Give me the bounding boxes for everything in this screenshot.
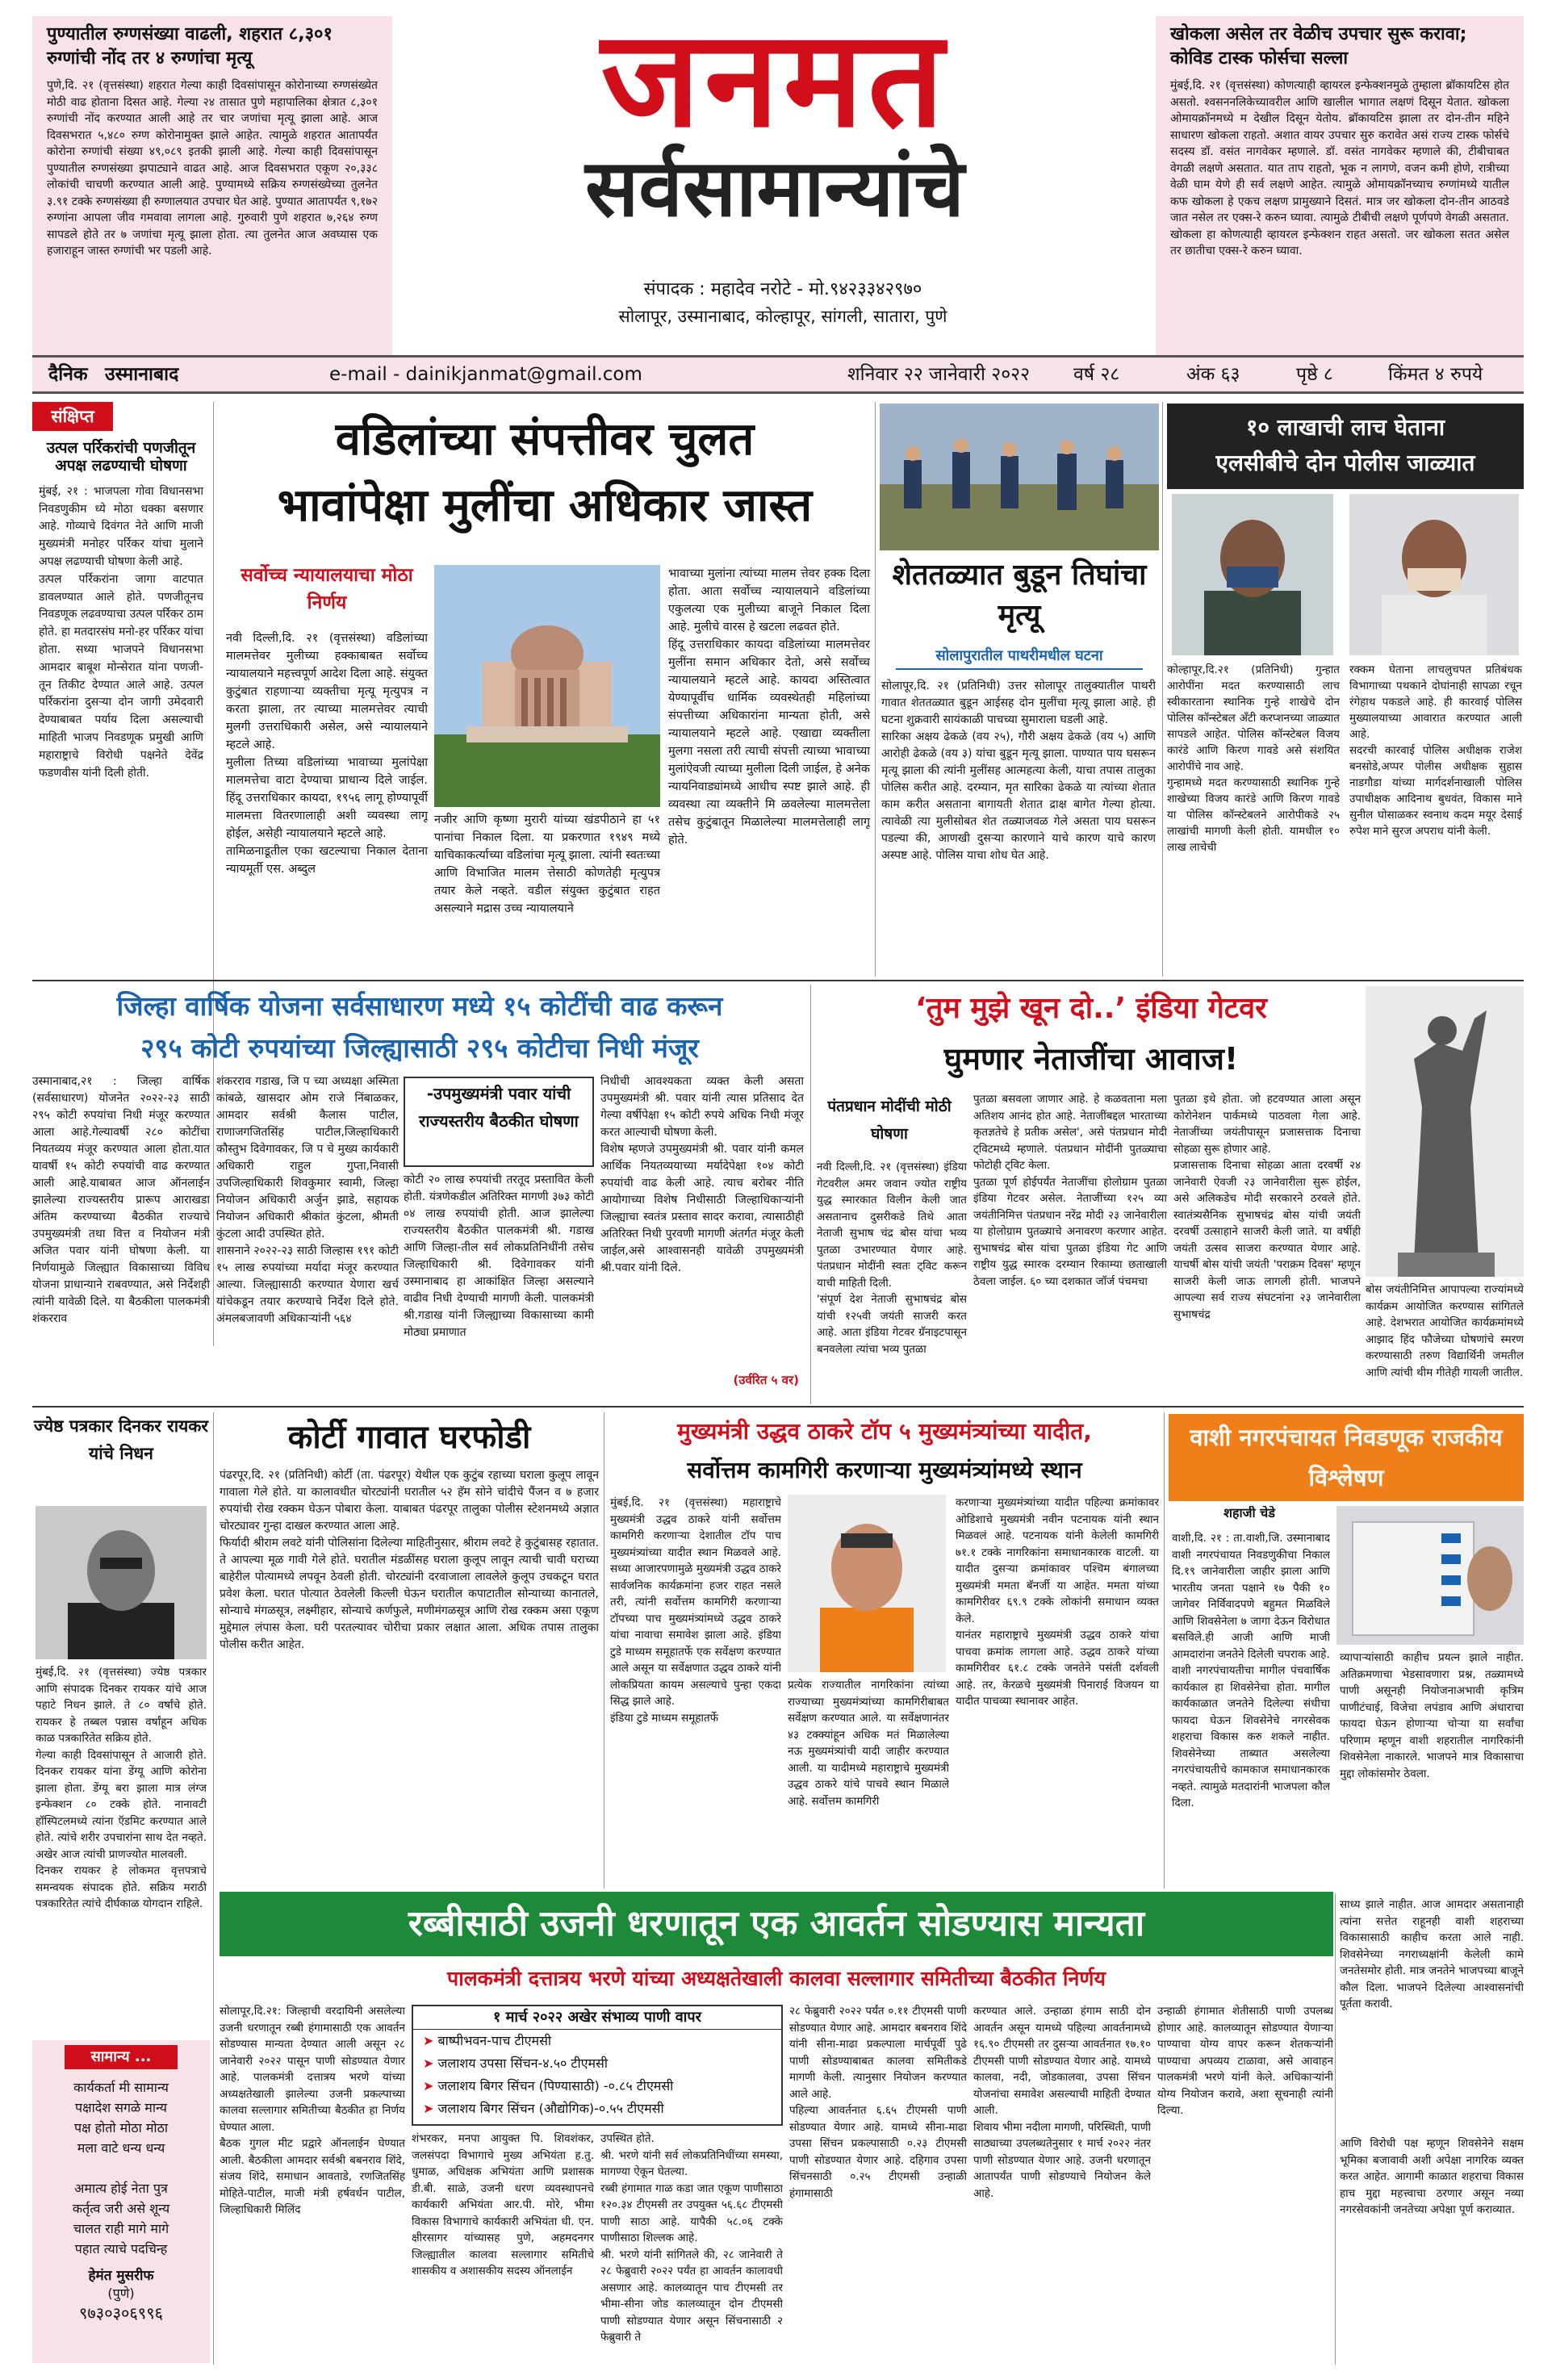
canal-box-item-4-text: जलाशय बिगर सिंचन (औद्योगिक)-०.५५ टीएमसी	[437, 2101, 664, 2116]
obit-body: मुंबई,दि. २१ (वृत्तसंस्था) ज्येष्ठ पत्रकार आणि संपादक दिनकर रायकर यांचे आज पहाटे निधन झाले. ते ८० वर्षांचे होते. रायकर हे तब्बल पन्नास वर्षांहून अधिक काळ पत्रकारितेत सक्रिय होते. गेल्या काही दिवसांपासून ते आजारी होते. दिनकर रायकर यांना डेंग्यू आणि कोरोना झाला होता. डेंग्यू बरा झाला मात्र लंग्ज इन्फेक्शन ८० टक्के होते. नानावटी हॉस्पिटलमध्ये त्यांना ऍडमिट करण्यात आले होते. त्यांचे शरीर उपचारांना साथ देत नव्हते. अखेर आज त्यांची प्राणज्योत मालवली. दिनकर रायकर हे लोकमत वृत्तपत्राचे समन्वयक संपादक होते. सक्रिय मराठी पत्रकारितेत त्यांचे दीर्घकाळ योगदान राहिले.	[36, 1666, 207, 1910]
netaji-kicker: पंतप्रधान मोदींची मोठी घोषणा	[827, 1098, 952, 1143]
obit-headline: ज्येष्ठ पत्रकार दिनकर रायकर यांचे निधन	[33, 1416, 209, 1463]
district-col1: उस्मानाबाद,२१ : जिल्हा वार्षिक (सर्वसाधारण) योजनेत २०२२-२३ साठी २९५ कोटी रुपयांचा निधी मंजूर करण्यात आला आहे.गेल्यावर्षी २८० कोटींचा नियतव्यय मंजूर करण्यात आला होता.यात यावर्षी १५ कोटी रुपयांची वाढ करण्यात आली आहे.याबाबत आज ऑनलाईन झालेल्या राज्यस्तरीय प्रारूप आराखडा अंतिम करण्याच्या बैठकीत राज्याचे उपमुख्यमंत्री तथा वित्त व नियोजन मंत्री अजित पवार यांनी घोषणा केली. या निर्णयामुळे जिल्ह्यात विकासाच्या विविध योजना प्राधान्याने राबवण्यात, असे निर्देशही त्यांनी यावेळी दिले. या बैठकीला पालकमंत्री शंकरराव	[32, 1075, 210, 1325]
netaji-headline-1	[817, 986, 1366, 1033]
canal-box-item-4	[413, 2098, 781, 2120]
dateline-bar	[32, 355, 1524, 394]
bullet-arrow-icon: ➤	[423, 2033, 438, 2048]
obit-photo	[36, 1506, 207, 1659]
samanya-box	[32, 2040, 210, 2363]
dateline-email: e-mail - dainikjanmat@gmail.com	[329, 364, 642, 385]
netaji-statue-photo	[1366, 986, 1524, 1277]
canal-box-item-2-text: जलाशय उपसा सिंचन-४.५० टीएमसी	[437, 2056, 609, 2071]
lead-headline-2: भावांपेक्षा मुलींचा अधिकार जास्त	[277, 479, 813, 532]
masthead-title-sub: सर्वसामान्यांचे	[585, 143, 964, 235]
netaji-col2: पुतळा बसवला जाणार आहे. हे कळवताना मला अतिशय आनंद होत आहे. नेताजींबद्दल भारताच्या कृतज्ञतेचे हे प्रतीक असेल', असे पंतप्रधान मोदी ट्विटमध्ये म्हणाले. पंतप्रधान मोदींनी पुतळ्याचा फोटोही ट्विट केला. पुतळा पूर्ण होईपर्यंत नेताजींचा होलोग्राम पुतळा इंडिया गेटवर असेल. नेताजींच्या १२५ व्या जयंतीनिमित्त पंतप्रधान नरेंद्र मोदी २३ जानेवारीला या होलोग्राम पुतळ्याचे अनावरण करणार आहेत. सुभाषचंद्र बोस यांचा पुतळा इंडिया गेट आणि राष्ट्रीय युद्ध स्मारक दरम्यान रिकाम्या छताखाली ठेवला जाईल. ६० च्या दशकात जॉर्ज पंचमचा	[973, 1093, 1167, 1288]
canal-box-item-1-text: बाष्पीभवन-पाच टीएमसी	[437, 2033, 552, 2048]
right-ear-body: मुंबई,दि. २१ (वृत्तसंस्था) कोणत्याही व्हायरल इन्फेक्शनमुळे तुम्हाला ब्रॉकायटिस होत असतो. श्वसननलिकेच्यावरील आणि खालील भागात लक्षणं दिसून येतात. खोकला ओमायक्रॉनमध्ये म देखील दिसून येतोय. ब्रॉकायटिस झाला तर दोन-तीन महिने साधारण खोकला राहतो. अशात वायर उपचार सुरु करावेत असं राज्य टास्क फोर्सचे सदस्य डॉ. वसंत नागवेकर म्हणाले. डॉ. वसंत नागवेकर म्हणाले की, टीबीचाबत वेगळी लक्षणे असतात. यात ताप राहतो, भूक न लागणे, वजन कमी होणे, रात्रीच्या वेळी घाम येणे ही सर्व लक्षणे आहेत. त्यामुळे ओमायक्रॉनच्याच रुग्णांमध्ये यातील कफ खोकला हे एकच लक्षण प्रामुख्याने दिसतं. मात्र जर खोकला दोन-तीन आठवडे जात नसेल तर एक्स-रे करुन घ्यावा. त्यामुळे टीबीची लक्षणे पूर्णपणे वेगळी असतात. खोकला हा कोणत्याही व्हायरल इन्फेक्शन राहत असतो. जर खोकला सतत असेल तर छातीचा एक्स-रे करुन घ्यावा.	[1170, 79, 1509, 257]
supreme-court-photo	[434, 565, 660, 807]
canal-headline: रब्बीसाठी उजनी धरणातून एक आवर्तन सोडण्यास मान्यता	[220, 1892, 1333, 1956]
bribe-headline-2: एलसीबीचे दोन पोलीस जाळ्यात	[1215, 450, 1475, 476]
dateline-year: वर्ष २८	[1073, 364, 1120, 385]
netaji-headline-1-text: ‘तुम मुझे खून दो..’ इंडिया गेटवर	[915, 992, 1267, 1025]
right-ear-headline: खोकला असेल तर वेळीच उपचार सुरू करावा; कोविड टास्क फोर्सचा सल्ला	[1170, 24, 1467, 69]
canal-box-title: १ मार्च २०२२ अखेर संभाव्य पाणी वापर	[413, 2006, 781, 2030]
vashi-bottom-col2: आणि विरोधी पक्ष म्हणून शिवसेनेने सक्षम भूमिका बजावावी अशी अपेक्षा नागरिक व्यक्त करत आहेत. आगामी काळात शहराचा विकास हाच मुद्दा महत्त्वाचा ठरणार असून नव्या नगरसेवकांनी जनतेच्या अपेक्षा पूर्ण कराव्यात.	[1340, 2137, 1524, 2216]
uddhav-photo	[788, 1495, 946, 1672]
left-ear-headline: पुण्यातील रुग्णसंख्या वाढली, शहरात ८,३०१ रुग्णांची नोंद तर ४ रुग्णांचा मृत्यू	[47, 24, 333, 69]
dateline-date: शनिवार २२ जानेवारी २०२२	[847, 364, 1031, 385]
uddhav-headline-1: मुख्यमंत्री उद्धव ठाकरे टॉप ५ मुख्यमंत्र्यांच्या यादीत,	[677, 1418, 1092, 1445]
drowning-photo	[880, 404, 1159, 550]
lead-col3: भावाच्या मुलांना त्यांच्या मालम त्तेवर हक्क दिला होता. आता सर्वोच्च न्यायालयाने वडिलांच्या एकुलत्या एक मुलीच्या बाजूने निकाल दिला आहे. मुलीचे वारस हे खटला लढवत होते. हिंदू उत्तराधिकार कायदा वडिलांच्या मालमत्तेवर मुलींना समान अधिकार देतो, असे सर्वोच्च न्यायालयाने म्हटले आहे. कायदा अस्तित्वात येण्यापूर्वीच धार्मिक व्यवस्थेतही महिलांच्या संपत्तीच्या अधिकारांना मान्यता होती, असे न्यायालयाने म्हटले आहे. एखाद्या व्यक्तीला मुलगा नसला तरी त्याची संपत्ती त्याच्या भावाच्या मुलांऐवजी त्याच्या मुलीला दिली जाईल, हे अनेक न्यायनिवाड्यांमध्ये आधीच स्पष्ट झाले आहे. ही व्यवस्था त्या व्यक्तीने मि ळवलेल्या मालमत्तेला तसेच कुटुंबातून मिळालेल्या मालमत्तेलाही लागू होते.	[668, 567, 870, 847]
dateline-city: उस्मानाबाद	[105, 364, 179, 385]
district-headline-2: २९५ कोटी रुपयांच्या जिल्ह्यासाठी २९५ कोटीचा निधी मंजूर	[140, 1032, 699, 1064]
uddhav-caption: प्रत्येक राज्यातील नागरिकांना त्यांच्या राज्याच्या मुख्यमंत्र्यांच्या कामगिरीबाबत सर्वेक्षण करण्यात आले. या सर्वेक्षणानंतर ४३ टक्क्यांहून अधिक मतं मिळालेल्या नऊ मुख्यमंत्र्यांची यादी जाहीर करण्यात आली. या यादीमध्ये महाराष्ट्राचे मुख्यमंत्री उद्धव ठाकरे यांचे पाचवे स्थान मिळाले आहे. सर्वोत्तम कामगिरी	[788, 1679, 949, 1808]
robbery-body: पंढरपूर,दि. २१ (प्रतिनिधी) कोर्टी (ता. पंढरपूर) येथील एक कुटुंब रहाच्या घराला कुलूप लावून गावाला गेले होते. या कालावधीत चोरट्यांनी घरातील ५२ हॅम सोने चांदीचे पैंजन व ७ हजार रुपयांची रोख रक्कम घेऊन पोबारा केला. याबाबत पंढरपूर तालुका पोलीस स्टेशनमध्ये अज्ञात चोरट्यावर गुन्हा दाखल करण्यात आला आहे. फिर्यादी श्रीराम लवटे यांनी पोलिसांना दिलेल्या माहितीनुसार, श्रीराम लवटे हे कुटुंबासह रहातात. ते आपल्या मूळ गावी गेले होते. घरातील मंडळींसह घराला कुलूप लावून त्याची चावी घराच्या बाहेरील पोत्यामध्ये लपवून ठेवली होती. चोरट्यांनी दरवाजाला लावलेले कुलूप उचकटून घरात प्रवेश केला. घरात पोत्यात ठेवलेली किल्ली घेऊन घरातील कपाटातील सोन्याच्या कानातले, सोन्याचे मंगळसूत्र, लक्ष्मीहार, सोन्याचे कर्णफुले, मणीमंगळसूत्र आणि रोख रक्कम असा एकूण मुद्देमाल लंपास केला. घरी परतल्यावर चोरीचा प्रकार लक्षात आला. अधिक तपास तालुका पोलीस करीत आहेत.	[220, 1469, 599, 1651]
canal-subhead: पालकमंत्री दत्तात्रय भरणे यांच्या अध्यक्षतेखाली कालवा सल्लागार समितीच्या बैठकीत निर्णय	[447, 1967, 1106, 1990]
netaji-col3: पुतळा इथे होता. जो हटवण्यात आला असून कोरोनेशन पार्कमध्ये पाठवला गेला आहे. नेताजींच्या जयंतीपासून प्रजासत्ताक दिनाचा सोहळा सुरू होणार आहे. प्रजासत्ताक दिनाचा सोहळा आता दरवर्षी २४ जानेवारी ऐवजी २३ जानेवारीला सुरू होईल, असे अलिकडेच मोदी सरकारने ठरवले होते. स्वातंत्र्यसैनिक सुभाषचंद्र बोस यांची जयंती दरवर्षी उत्साहाने साजरी केली जाते. या वर्षीही जयंती उत्सव साजरा करण्यात येणार आहे. याचर्षी बोस यांची जयंती 'पराक्रम दिवस' म्हणून साजरी केली जाऊ लागली होती. भाजपने आपल्या सर्व राज्य संघटनांना २३ जानेवारीला सुभाषचंद्र	[1173, 1093, 1361, 1321]
vashi-byline: शहाजी चेडे	[1223, 1506, 1275, 1520]
uddhav-col1: मुंबई,दि. २१ (वृत्तसंस्था) महाराष्ट्राचे मुख्यमंत्री उद्धव ठाकरे यांनी सर्वोत्तम कामगिरी करणाऱ्या देशातील टॉप पाच मुख्यमंत्र्यांच्या यादीत स्थान मिळवले आहे. सध्या आजारपणामुळे मुख्यमंत्री उद्धव ठाकरे सार्वजनिक कार्यक्रमांना हजर राहत नसले तरी, त्यांनी सर्वोत्तम कामगिरी करणाऱ्या टॉपच्या पाच मुख्यमंत्र्यांमध्ये उद्धव ठाकरे यांचा नावाचा समावेश झाला आहे. इंडिया टुडे माध्यम समूहातर्फे एक सर्वेक्षण करण्यात आले असून या सर्वेक्षणात उद्धव ठाकरे यांनी लोकप्रियता कायम असल्याचे पुन्हा एकदा सिद्ध झाले आहे. इंडिया टुडे माध्यम समूहातर्फे	[610, 1496, 781, 1725]
dateline-issue: अंक ६३	[1186, 364, 1240, 385]
bullet-arrow-icon: ➤	[423, 2078, 438, 2093]
dateline-price: किंमत ४ रुपये	[1388, 364, 1483, 385]
canal-box	[412, 2005, 783, 2126]
lead-kicker: सर्वोच्च न्यायालयाचा मोठा निर्णय	[241, 565, 413, 613]
bribe-photo-1	[1172, 494, 1333, 655]
canal-col6: उन्हाळी हंगामात शेतीसाठी पाणी उपलब्ध होणार आहे. कालव्यातून सोडण्यात येणाऱ्या पाण्याचा योग्य वापर करून शेतकऱ्यांनी पाण्याचा अपव्यय टाळावा, असे आवाहन पालकमंत्री भरणे यांनी केले. अधिकाऱ्यांनी योग्य नियोजन करावे, अशा सूचनाही त्यांनी दिल्या.	[1157, 2005, 1333, 2117]
bullet-arrow-icon: ➤	[423, 2056, 438, 2071]
lead-col2: नजीर आणि कृष्णा मुरारी यांच्या खंडपीठाने हा ५१ पानांचा निकाल दिला. या प्रकरणात १९४९ मध्ये याचिकाकर्त्याच्या वडिलांचा मृत्यू झाला. त्यांनी स्वतःच्या आणि विभाजित मालम त्तेसाठी कोणतेही मृत्युपत्र तयार केले नव्हते. वडील संयुक्त कुटुंबात राहत असल्याने मद्रास उच्च न्यायालयाने	[434, 814, 660, 915]
lead-headline-1: वडिलांच्या संपत्तीवर चुलत	[335, 413, 755, 466]
canal-col1: सोलापूर,दि.२१: जिल्हाची वरदायिनी असलेल्या उजनी धरणातून रब्बी हंगामासाठी एक आवर्तन सोडण्यास मान्यता देण्यात आली असून २८ जानेवारी २०२२ पासून पाणी सोडण्यात येणार आहे. पालकमंत्री दत्तात्रय भरणे यांच्या अध्यक्षतेखाली झालेल्या उजनी प्रकल्पाच्या कालवा सल्लागार समितीच्या बैठकीत हा निर्णय घेण्यात आला. बैठक गुगल मीट प्रद्वारे ऑनलाईन घेण्यात आली. बैठकीला आमदार सर्वश्री बबनराव शिंदे, संजय शिंदे, समाधान आवताडे, रणजितसिंह मोहिते-पाटील, माजी मंत्री हर्षवर्धन पाटील, जिल्हाधिकारी मिलिंद	[220, 2005, 405, 2216]
canal-box-item-3	[413, 2075, 781, 2098]
district-col4: निधीची आवश्यकता व्यक्त केली असता उपमुख्यमंत्री श्री. पवार यांनी त्यास प्रतिसाद देत गेल्या वर्षीपेक्षा १५ कोटी रुपये अधिक निधी मंजूर करत आल्याची घोषणा केली. विशेष म्हणजे उपमुख्यमंत्री श्री. पवार यांनी कमल आर्थिक नियतव्ययाच्या मर्यादेपेक्षा १०४ कोटी रुपयांची वाढ केली आहे. त्याच बरोबर नीति आयोगाच्या विशेष निधीसाठी जिल्हाधिकाऱ्यांनी जिल्ह्याचा स्वतंत्र प्रस्ताव सादर करावा, त्यासाठीही अतिरिक्त निधी पुरवणी मागणी अंतर्गत मंजूर केली जाईल,असे आश्वासनही यावेळी उपमुख्यमंत्री श्री.पवार यांनी दिले.	[600, 1075, 804, 1274]
canal-col5: करण्यात आले. उन्हाळा हंगाम साठी दोन आवर्तन असून यामध्ये पहिल्या आवर्तनामध्ये १६.९० टीएमसी तर दुसऱ्या आवर्तनात १७.१० टीएमसी पाणी सोडण्यात येणार आहे. यामध्ये कालवा, नदी, जोडकालवा, उपसा सिंचन योजनांचा समावेश असल्याची माहिती देण्यात आली. शिवाय भीमा नदीला मागणी, परिस्थिती, पाणी साठ्याच्या उपलब्धतेनुसार १ मार्च २०२२ नंतर पाणी सोडण्यात येणार आहे. उजनी धरणातून आतापर्यंत पाणी सोडण्याचे नियोजन केले आहे.	[973, 2005, 1151, 2200]
samanya-tag: सामान्य ...	[65, 2045, 178, 2069]
brief-tag: संक्षिप्त	[32, 402, 113, 431]
dateline-pages: पृष्ठे ८	[1296, 364, 1333, 385]
samanya-poem: कार्यकर्ता मी सामान्य पक्षादेश सगळे मान्य पक्ष होतो मोठा मोठा मला वाटे धन्य धन्य अमात्य होई नेता पुत्र कर्तृत्व जरी असे शून्य चालत राही मागे मागे पहात त्याचे पदचिन्ह	[72, 2080, 170, 2257]
canal-col4: २८ फेब्रुवारी २०२२ पर्यंत ०.११ टीएमसी पाणी सोडण्यात येणार आहे. आमदार बबनराव शिंदे यांनी सीना-माढा प्रकल्पाला मार्चपूर्वी पुढे पाणी सोडण्याबाबत कालवा समितीकडे मागणी केली. त्यानुसार नियोजन करण्यात आले आहे. पहिल्या आवर्तनात ६.६५ टीएमसी पाणी सोडण्यात येणार आहे. यामध्ये सीना-माढा उपसा सिंचन प्रकल्पासाठी ०.२३ टीएमसी पाणी सोडण्यात येणार आहे. दहिगाव उपसा सिंचनसाठी ०.२५ टीएमसी उन्हाळी हंगामासाठी	[789, 2005, 967, 2200]
masthead-title-big: जनमत	[600, 5, 949, 157]
vashi-headline: वाशी नगरपंचायत निवडणूक राजकीय विश्लेषण	[1169, 1414, 1524, 1501]
brief-headline: उत्पल पर्रिकरांची पणजीतून अपक्ष लढण्याची घोषणा	[46, 439, 196, 475]
left-ear-body: पुणे,दि. २१ (वृत्तसंस्था) शहरात गेल्या काही दिवसांपासून कोरोनाच्या रुग्णसंख्येत मोठी वाढ होताना दिसत आहे. गेल्या २४ तासात पुणे महापालिका क्षेत्रात ८,३०१ रुग्णांची नोंद करण्यात आली आहे तर चार जणांचा मृत्यू झाला आहे. आज दिवसभरात ५,४८० रुग्ण कोरोनामुक्त झाले आहेत. त्यामुळे शहरात आतापर्यंत कोरोना रुग्णांची संख्या ४९,०८९ इतकी झाली आहे. गेल्या काही दिवसांपासून पुण्यातील रुग्णसंख्या झपाट्याने वाढत आहे. आज दिवसभरात एकूण २०,३३८ लोकांची चाचणी करण्यात आली आहे. पुण्यामध्ये सक्रिय रुग्णसंख्येच्या तुलनेत ३.९१ टक्के रुग्णसंख्या ही रुग्णालयात उपचार घेत आहे. पुण्यात आतापर्यंत ९,१७२ रुग्णांना आपला जीव गमवावा लागला आहे. गुरुवारी पुणे शहरात ७,२६४ रुग्ण सापडले होते तर ७ जणांचा मृत्यू झाला होता. त्या तुलनेत आज अवघ्यास एक हजाराहून जास्त रुग्णांची भर पडली आहे.	[47, 79, 378, 257]
lead-col1: नवी दिल्ली,दि. २१ (वृत्तसंस्था) वडिलांच्या मालमत्तेवर मुलीच्या हक्काबाबत सर्वोच्च न्यायालयाने महत्त्वपूर्ण आदेश दिला आहे. संयुक्त कुटुंबात राहणाऱ्या व्यक्तीचा मृत्यू मृत्युपत्र न करता झाला, तर त्याच्या मालमत्तेवर त्याची मुलगी उत्तराधिकारी असेल, असे न्यायालयाने म्हटले आहे. मुलीला तिच्या वडिलांच्या भावाच्या मुलांपेक्षा मालमत्तेचा वाटा देण्याचा प्राधान्य दिले जाईल. हिंदू उत्तराधिकार कायदा, १९५६ लागू होण्यापूर्वी मालमत्ता वितरणालाही अशी व्यवस्था लागू होईल, असेही न्यायालयाने म्हटले आहे. तामिळनाडूतील एका खटल्याचा निकाल देताना न्यायमूर्ती एस. अब्दुल	[226, 632, 428, 876]
dateline-paper: दैनिक	[48, 364, 88, 385]
masthead-editions: सोलापूर, उस्मानाबाद, कोल्हापूर, सांगली, सातारा, पुणे	[618, 307, 947, 326]
canal-box-item-2	[413, 2052, 781, 2075]
netaji-col4: बोस जयंतीनिमित्त आपापल्या राज्यांमध्ये कार्यक्रम आयोजित करण्यास सांगितले आहे. देशभरात आयोजित कार्यक्रमांमध्ये आझाद हिंद फौजेच्या घोषणांचे स्मरण करण्यासाठी तरुण विद्यार्थिनी जमतील आणि त्यांची थीम गीतेही गायली जातील.	[1366, 1283, 1524, 1379]
bribe-col1: कोल्हापूर,दि.२१ (प्रतिनिधी) गुन्हात आरोपींना मदत करण्यासाठी लाच स्वीकारताना स्थानिक गुन्हे शाखेचे दोन पोलिस कॉन्स्टेबल अँटी करप्शनच्या जाळ्यात सापडले आहेत. पोलिस कॉन्स्टेबल विजय कारंडे आणि किरण गावडे असे संशयित आरोपींचे नाव आहे. गुन्हामध्ये मदत करण्यासाठी स्थानिक गुन्हे शाखेच्या विजय कारंडे आणि किरण गावडे या पोलिस कॉन्स्टेबलने आरोपीकडे २५ लाखांची मागणी केली होती. यामधील १० लाख लाचेची	[1167, 663, 1340, 854]
right-ear-box	[1156, 16, 1524, 362]
drowning-headline: शेततळ्यात बुडून तिघांचा मृत्यू	[892, 558, 1147, 632]
drowning-kicker: सोलापुरातील पाथरीमधील घटना	[896, 646, 1143, 670]
district-col2: शंकरराव गडाख, जि प च्या अध्यक्षा अस्मिता कांबळे, खासदार ओम राजे निंबाळकर, आमदार सर्वश्री कैलास पाटील, राणाजगजितसिंह पाटील,जिल्हाधिकारी कौस्तुभ दिवेगावकर, जि प चे मुख्य कार्यकारी अधिकारी राहुल गुप्ता,निवासी उपजिल्हाधिकारी शिवकुमार स्वामी, जिल्हा नियोजन अधिकारी अर्जुन झाडे, सहायक नियोजन अधिकारी श्रीकांत कुंटला, श्रीमती कुंटला आदी उपस्थित होते. शासनाने २०२२-२३ साठी जिल्हास १९१ कोटी १५ लाख रुपयांच्या मर्यादा मंजूर करण्यात आल्या. जिल्ह्यासाठी करण्यात येणारा खर्च यांचेकडून तयार करण्याचे निर्देश दिले होते. अंमलबजावणी अधिकाऱ्यांनी ५६४	[216, 1075, 399, 1325]
district-col3: कोटी २० लाख रुपयांची तरतूद प्रस्तावित केली होती. यंत्रणेकडील अतिरिक्त मागणी ३७३ कोटी ०४ लाख रुपयांची होती. आज झालेल्या राज्यस्तरीय बैठकीत पालकमंत्री श्री. गडाख आणि जिल्हा-तील सर्व लोकप्रतिनिधींनी तसेच जिल्हाधिकारी श्री. दिवेगावकर यांनी उस्मानाबाद हा आकांक्षित जिल्हा असल्याने वाढीव निधी देण्याची मागणी केली. पालकमंत्री श्री.गडाख यांनी जिल्ह्याच्या विकासाच्या कामी मोठ्या प्रमाणात	[404, 1173, 594, 1339]
vashi-bottom-col1: साध्य झाले नाहीत. आज आमदार असतानाही त्यांना सत्तेत राहूनही वाशी शहराच्या विकासासाठी काहीच करता आले नाही. शिवसेनेच्या नगराध्यक्षांनी केलेली कामे जनतेसमोर होती. मात्र जनतेने भाजपच्या बाजूने कौल दिला. भाजपने दिलेल्या आश्वासनांची पूर्तता करावी.	[1340, 1898, 1524, 2010]
district-boxout: -उपमुख्यमंत्री पवार यांची राज्यस्तरीय बैठकीत घोषणा	[404, 1077, 594, 1167]
bullet-arrow-icon: ➤	[423, 2101, 438, 2116]
canal-box-item-1	[413, 2030, 781, 2052]
canal-col2: शंभरकर, मनपा आयुक्त पि. शिवशंकर, जलसंपदा विभागाचे मुख्य अभियंता ह.तु. धुमाळ, अधिक्षक अभियंता आणि प्रशासक डी.बी. साळे, उजनी धरण व्यवस्थापनचे कार्यकारी अभियंता आर.पी. मोरे, भीमा विकास विभागाचे कार्यकारी अभियंता धी. एन. क्षीरसागर यांच्यासह पुणे, अहमदनगर जिल्ह्यातील कालवा सल्लागार समितीचे शासकीय व अशासकीय सदस्य ऑनलाईन	[412, 2132, 594, 2278]
district-headline-1: जिल्हा वार्षिक योजना सर्वसाधारण मध्ये १५ कोटींची वाढ करून	[116, 990, 723, 1022]
samanya-city: (पुणे)	[107, 2286, 135, 2301]
samanya-author: हेमंत मुसरीफ	[88, 2268, 154, 2284]
canal-col3: उपस्थित होते. श्री. भरणे यांनी सर्व लोकप्रतिनिधींच्या समस्या, मागण्या ऐकून घेतल्या. रब्बी हंगामात गाळ कडा जात एकूण पाणीसाठा १२०.३४ टीएमसी तर उपयुक्त ५६.६८ टीएमसी पाणी साठा आहे. यापैकी ५८.०६ टक्के पाणीसाठा शिल्लक आहे. श्री. भरणे यांनी सांगितले की, २८ जानेवारी ते २८ फेब्रुवारी २०२२ पर्यंत हा आवर्तन कालावधी असणार आहे. कालव्यातून पाच टीएमसी तर भीमा-सीना जोड कालव्यातून दोन टीएमसी पाणी सोडण्यात येणार असून सिंचनासाठी २ फेब्रुवारी ते	[600, 2132, 783, 2344]
netaji-col1: नवी दिल्ली,दि. २१ (वृत्तसंस्था) इंडिया गेटवरील अमर जवान ज्योत राष्ट्रीय युद्ध स्मारकात विलीन केली जात असतानाच दुसरीकडे तिथे आता नेताजी सुभाष चंद्र बोस यांचा भव्य पुतळा उभारण्यात येणार आहे. पंतप्रधान मोदींनी स्वतः ट्विट करून याची माहिती दिली. 'संपूर्ण देश नेताजी सुभाषचंद्र बोस यांची १२५वी जयंती साजरी करत आहे. आता इंडिया गेटवर ग्रॅनाइटपासून बनवलेला त्यांचा भव्य पुतळा	[817, 1161, 967, 1356]
bribe-col2: रक्कम घेताना लाचलुचपत प्रतिबंधक विभागाच्या पथकाने दोघांनाही सापळा रचून रंगेहाथ पकडले आहे. ही कारवाई पोलिस मुख्यालयाच्या आवारात करण्यात आली आहे. सदरची कारवाई पोलिस अधीक्षक राजेश बनसोडे,अप्पर पोलीस अधीक्षक सुहास नाडगौडा यांच्या मार्गदर्शनाखाली पोलिस उपाधीक्षक आदिनाथ बुधवंत, विकास माने सुनील घोसाळकर स्वनाथ कदम मयूर देसाई रुपेश माने सुरज अपराध यांनी केली.	[1349, 663, 1522, 838]
bribe-photo-2	[1349, 494, 1519, 655]
masthead-title	[404, 5, 1146, 239]
masthead-editor-line: संपादक : महादेव नरोटे - मो.९४२३३४२९७०	[643, 279, 922, 299]
vashi-col1: वाशी,दि. २१ : ता.वाशी,जि. उस्मानाबाद वाशी नगरपंचायत निवडणुकीचा निकाल दि.१९ जानेवारीला जाहीर झाला आणि भारतीय जनता पक्षाने १७ पैकी १० जागेवर निर्विवादपणे बहुमत मिळविले आणि शिवसेनेला ७ जागा देऊन विरोधात बसविले.ही आजी आणि माजी आमदारांना जनतेने दिलेली चपराक आहे. वाशी नगरपंचायतीचा मागील पंचवार्षिक कार्यकाल हा शिवसेनेचा होता. मागील कार्यकाळात जनतेने दिलेल्या संधीचा फायदा घेऊन शिवसेनेचे नगरसेवक शहराचा विकास करु शकले नाहीत. शिवसेनेच्या ताब्यात असलेल्या नगरपंचायतीचे कामकाज समाधानकारक नव्हते. त्यामुळे मतदारांनी भाजपला कौल दिला.	[1172, 1532, 1330, 1809]
vashi-col2: व्यापाऱ्यांसाठी काहीच प्रयत्न झाले नाहीत. अतिक्रमणाचा भेडसावणारा प्रश्न, तळ्यामध्ये पाणी असूनही नियोजनाअभावी कृत्रिम पाणीटंचाई, विजेचा लपंडाव आणि अंधाराचा फायदा घेऊन होणाऱ्या चोऱ्या या सर्वांचा परिणाम म्हणून वाशी शहरातील नागरिकांनी शिवसेनेला नाकारले. भाजपने मात्र विकासाचा मुद्दा लोकांसमोर ठेवला.	[1340, 1651, 1524, 1780]
district-continued: (उर्वरित ५ वर)	[733, 1373, 799, 1387]
brief-body: मुंबई, २१ : भाजपला गोवा विधानसभा निवडणुकीम ध्ये मोठा धक्का बसणार आहे. गोव्याचे दिवंगत नेते आणि माजी मुख्यमंत्री मनोहर पर्रिकर यांचा मुलाने अपक्ष लढण्याची घोषणा केली आहे. उत्पल पर्रिकरांना जागा वाटपात डावलण्यात आले होते. पणजीतूनच निवडणूक लढवण्याचा उत्पल पर्रिकर ठाम होते. हा मतदारसंघ मनो-हर पर्रिकर यांचा होता. सध्या भाजपने विधानसभा आमदार बाबूश मोन्सेरात यांना पणजी-तून तिकीट देण्यात आले आहे. उत्पल पर्रिकरांना दुसऱ्या दोन जागी उमेदवारी देण्याबाबत पर्याय दिला असल्याची माहिती भाजप निवडणूक प्रमुखी आणि महाराष्ट्राचे विरोधी पक्षनेते देवेंद्र फडणवीस यांनी दिली होती.	[39, 484, 203, 780]
left-ear-box	[32, 16, 392, 362]
canal-box-item-3-text: जलाशय बिगर सिंचन (पिण्यासाठी) -०.८५ टीएमसी	[437, 2078, 674, 2093]
netaji-headline-2: घुमणार नेताजींचा आवाज!	[943, 1041, 1239, 1077]
uddhav-headline-2: सर्वोत्तम कामगिरी करणाऱ्या मुख्यमंत्र्यांमध्ये स्थान	[687, 1457, 1082, 1483]
bribe-headline-1: १० लाखाची लाच घेताना	[1245, 414, 1445, 441]
uddhav-col2: करणाऱ्या मुख्यमंत्र्यांच्या यादीत पहिल्या क्रमांकावर ओडिशाचे मुख्यमंत्री नवीन पटनायक यांनी स्थान मिळवलं आहे. पटनायक यांनी केलेली कामगिरी ७१.१ टक्के नागरिकांना समाधानकारक वाटली. या यादीत दुसऱ्या क्रमांकावर पश्चिम बंगालच्या मुख्यमंत्री ममता बॅनर्जी या आहेत. ममता यांच्या कामगिरीवर ६९.९ टक्के लोकांनी समाधान व्यक्त केले. यानंतर महाराष्ट्राचे मुख्यमंत्री उद्धव ठाकरे यांचा पाचवा क्रमांक लागला आहे. उद्धव ठाकरे यांच्या कामगिरीवर ६१.८ टक्के जनतेने पसंती दर्शवली आहे. तर, केरळचे मुख्यमंत्री पिनाराई विजयन या यादीत पाचव्या स्थानावर आहेत.	[956, 1496, 1159, 1708]
robbery-headline: कोर्टी गावात घरफोडी	[287, 1419, 531, 1456]
voting-machine-photo	[1336, 1506, 1524, 1645]
bribe-headline-box	[1167, 404, 1524, 489]
samanya-phone: ९७३०३०६९९६	[79, 2303, 163, 2323]
drowning-body: सोलापूर,दि. २१ (प्रतिनिधी) उत्तर सोलापूर तालुक्यातील पाथरी गावात शेततळ्यात बुडून आईसह दोन मुलींचा मृत्यू झाला आहे. ही घटना शुक्रवारी सायंकाळी पाचच्या सुमाराला घडली आहे. सारिका अक्षय ढेकळे (वय २५), गौरी अक्षय ढेकळे (वय ५) आणि आरोही ढेकळे (वय ३) यांचा बुडून मृत्यू झाला. पाण्यात पाय घसरून मृत्यू झाला की त्यांनी मुलींसह आत्महत्या केली, याचा तपास तालुका पोलिस करीत आहे. दरम्यान, मृत सारिका ढेकळे या त्यांच्या शेतात काम करीत असताना बागायती शेतात द्राक्ष बागेत गेल्या होत्या. त्यावेळी त्या मुलीसोबत शेत तळ्याजवळ गेले असता पाय घसरून पडल्या की, आणखी दुसऱ्या कारणाने याचे कारण याचे कारण अस्पष्ट आहे. पोलिस याचा शोध घेत आहे.	[881, 680, 1156, 862]
